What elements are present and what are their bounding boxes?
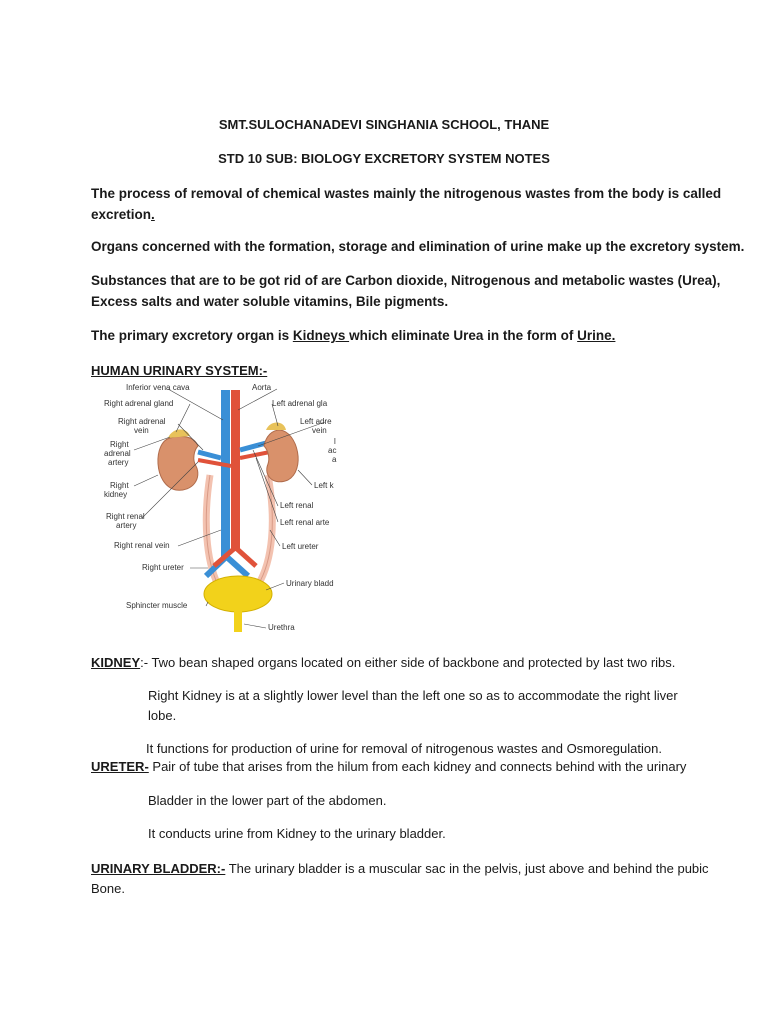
para4-mid: which eliminate Urea in the form of xyxy=(349,328,578,343)
right-renal-vein-shape xyxy=(198,452,221,458)
label-aorta: Aorta xyxy=(252,383,272,392)
kidney-heading: KIDNEY xyxy=(91,655,141,670)
urethra-shape xyxy=(234,610,242,632)
bladder-shape xyxy=(204,576,272,612)
urinary-system-diagram xyxy=(98,380,348,640)
bladder-line2: Bone. xyxy=(91,881,125,896)
label-left-renal-vein: Left renal xyxy=(280,501,314,510)
subject-title: STD 10 SUB: BIOLOGY EXCRETORY SYSTEM NOTES xyxy=(218,151,550,166)
label-left-adrenal-artery-1: l xyxy=(334,437,336,446)
label-right-kidney-1: Right xyxy=(110,481,129,490)
label-right-adrenal-artery-1: Right xyxy=(110,440,129,449)
kidney-line4: It functions for production of urine for removal of nitrogenous wastes and Osmoregulation. xyxy=(146,741,662,756)
label-left-adrenal-vein-1: Left adre xyxy=(300,417,332,426)
label-sphincter-muscle: Sphincter muscle xyxy=(126,601,188,610)
label-right-adrenal-artery-2: adrenal xyxy=(104,449,131,458)
section-heading-urinary-system: HUMAN URINARY SYSTEM:- xyxy=(91,363,268,378)
bladder-text1: The urinary bladder is a muscular sac in the pelvis, just above and behind the pubic xyxy=(225,861,709,876)
ureter-heading: URETER- xyxy=(91,759,149,774)
intro-para1-line2 xyxy=(91,207,155,222)
label-right-renal-artery-2: artery xyxy=(116,521,137,530)
label-right-adrenal-artery-3: artery xyxy=(108,458,129,467)
label-urethra: Urethra xyxy=(268,623,295,632)
intro-para4 xyxy=(91,328,615,343)
label-left-ureter: Left ureter xyxy=(282,542,319,551)
ureter-text1: Pair of tube that arises from the hilum from each kidney and connects behind with the urinary xyxy=(148,759,687,774)
label-right-renal-artery-1: Right renal xyxy=(106,512,145,521)
kidney-text1: :- Two bean shaped organs located on either side of backbone and protected by last two ribs. xyxy=(140,655,676,670)
urine-word: Urine. xyxy=(577,328,616,343)
aorta-shape xyxy=(231,390,240,550)
kidney-line1 xyxy=(91,655,675,670)
label-left-renal-artery: Left renal arte xyxy=(280,518,330,527)
kidneys-word: Kidneys xyxy=(292,328,350,343)
ureter-line1 xyxy=(91,759,686,774)
label-urinary-bladder: Urinary bladd xyxy=(286,579,334,588)
urinary-system-illustration xyxy=(98,380,348,640)
bladder-line1 xyxy=(91,861,709,876)
vena-cava-shape xyxy=(221,390,230,560)
intro-para1-line1: The process of removal of chemical wastes mainly the nitrogenous wastes from the body is called xyxy=(91,186,722,201)
label-right-kidney-2: kidney xyxy=(104,490,128,499)
left-adrenal-shape xyxy=(266,423,286,431)
label-left-adrenal-artery-3: a xyxy=(332,455,337,464)
label-right-adrenal-gland: Right adrenal gland xyxy=(104,399,174,408)
bladder-heading: URINARY BLADDER:- xyxy=(91,861,226,876)
label-right-adrenal-vein-2: vein xyxy=(134,426,149,435)
ureter-line3: It conducts urine from Kidney to the urinary bladder. xyxy=(148,826,446,841)
label-left-adrenal-artery-2: ac xyxy=(328,446,337,455)
label-left-adrenal-gland: Left adrenal gla xyxy=(272,399,328,408)
label-right-ureter: Right ureter xyxy=(142,563,184,572)
label-right-adrenal-vein-1: Right adrenal xyxy=(118,417,166,426)
ureter-line2: Bladder in the lower part of the abdomen. xyxy=(148,793,387,808)
excretion-punct: . xyxy=(151,207,155,222)
intro-para2: Organs concerned with the formation, storage and elimination of urine make up the excretory system. xyxy=(91,239,745,254)
label-right-renal-vein: Right renal vein xyxy=(114,541,170,550)
label-inferior-vena-cava: Inferior vena cava xyxy=(126,383,190,392)
label-left-adrenal-vein-2: vein xyxy=(312,426,327,435)
school-title: SMT.SULOCHANADEVI SINGHANIA SCHOOL, THANE xyxy=(218,117,550,132)
label-left-kidney: Left k xyxy=(314,481,334,490)
intro-para3-line2: Excess salts and water soluble vitamins, Bile pigments. xyxy=(91,294,449,309)
kidney-line3: lobe. xyxy=(148,708,177,723)
para4-prefix: The primary excretory organ is xyxy=(91,328,293,343)
intro-para3-line1: Substances that are to be got rid of are Carbon dioxide, Nitrogenous and metabolic wastes (Urea), xyxy=(91,273,721,288)
kidney-line2: Right Kidney is at a slightly lower level than the left one so as to accommodate the right liver xyxy=(148,688,678,703)
excretion-word: excretion xyxy=(91,207,152,222)
